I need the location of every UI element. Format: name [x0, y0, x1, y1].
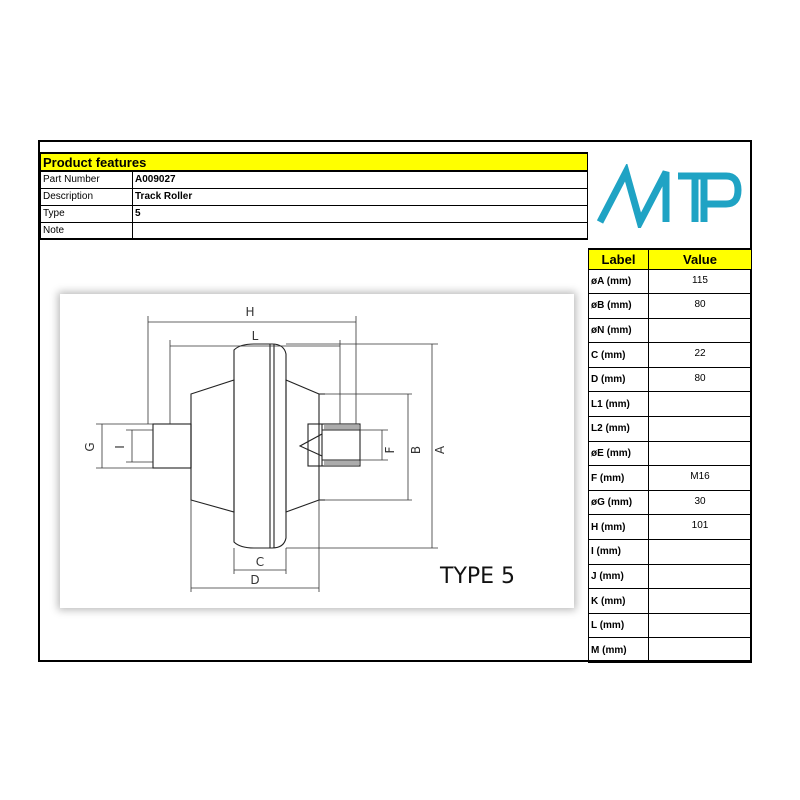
spec-value: 115	[649, 269, 752, 294]
flange-outline	[234, 344, 286, 548]
spec-value	[649, 613, 752, 638]
spec-value: 80	[649, 294, 752, 319]
spec-label: øN (mm)	[589, 318, 649, 343]
spec-table	[588, 248, 752, 663]
roller-drawing	[60, 294, 574, 608]
spec-label: øE (mm)	[589, 441, 649, 466]
spec-value: 30	[649, 490, 752, 515]
table-row	[589, 441, 752, 466]
spec-value	[649, 540, 752, 565]
table-row	[41, 171, 588, 188]
dim-label-h: H	[245, 305, 255, 319]
spec-label: M (mm)	[589, 638, 649, 663]
features-title: Product features	[41, 153, 588, 171]
spec-value: 22	[649, 343, 752, 368]
table-row	[41, 222, 588, 239]
dim-label-b: B	[409, 445, 423, 455]
table-row	[589, 318, 752, 343]
spec-label: K (mm)	[589, 589, 649, 614]
table-row	[589, 564, 752, 589]
table-row	[589, 589, 752, 614]
spec-label: øA (mm)	[589, 269, 649, 294]
left-hub-outline	[191, 380, 234, 512]
table-row	[589, 638, 752, 663]
right-hub-outline	[286, 380, 319, 512]
dim-label-g: G	[83, 442, 97, 452]
spec-header-value: Value	[649, 249, 752, 269]
table-row	[589, 490, 752, 515]
table-row	[589, 392, 752, 417]
dim-label-f: F	[383, 446, 397, 454]
table-row	[41, 188, 588, 205]
table-row	[589, 269, 752, 294]
spec-label: F (mm)	[589, 466, 649, 491]
spec-label: L (mm)	[589, 613, 649, 638]
dim-label-l: L	[251, 329, 259, 343]
table-row	[589, 367, 752, 392]
spec-value: 80	[649, 367, 752, 392]
spec-value: 101	[649, 515, 752, 540]
spec-label: I (mm)	[589, 540, 649, 565]
spec-label: L2 (mm)	[589, 417, 649, 442]
spec-table-body	[589, 269, 752, 663]
spec-value	[649, 638, 752, 663]
datasheet	[38, 140, 752, 662]
technical-drawing	[60, 294, 574, 608]
table-row	[589, 515, 752, 540]
table-row	[589, 613, 752, 638]
spec-label: C (mm)	[589, 343, 649, 368]
dim-label-d: D	[250, 573, 260, 587]
dim-label-c: C	[255, 555, 265, 569]
table-row	[589, 466, 752, 491]
note-value	[133, 222, 588, 239]
spec-value	[649, 564, 752, 589]
table-row	[589, 540, 752, 565]
spec-value	[649, 318, 752, 343]
part-number-value: A009027	[133, 171, 588, 188]
description-label: Description	[41, 188, 133, 205]
type-caption: TYPE 5	[440, 564, 516, 589]
type-label: Type	[41, 205, 133, 222]
description-value: Track Roller	[133, 188, 588, 205]
table-row	[589, 294, 752, 319]
spec-label: øG (mm)	[589, 490, 649, 515]
part-number-label: Part Number	[41, 171, 133, 188]
spec-value	[649, 441, 752, 466]
type-value: 5	[133, 205, 588, 222]
spec-header-label: Label	[589, 249, 649, 269]
dim-label-i: I	[113, 445, 127, 449]
dim-label-a: A	[433, 445, 447, 455]
table-row	[41, 205, 588, 222]
spec-value	[649, 589, 752, 614]
table-row	[589, 417, 752, 442]
table-row	[589, 343, 752, 368]
spec-label: D (mm)	[589, 367, 649, 392]
spec-value	[649, 417, 752, 442]
shaft-outline	[153, 424, 191, 468]
spec-label: øB (mm)	[589, 294, 649, 319]
spec-value: M16	[649, 466, 752, 491]
note-label: Note	[41, 222, 133, 239]
spec-label: L1 (mm)	[589, 392, 649, 417]
spec-value	[649, 392, 752, 417]
mtp-logo	[596, 164, 742, 228]
spec-label: H (mm)	[589, 515, 649, 540]
spec-label: J (mm)	[589, 564, 649, 589]
product-features-table	[40, 152, 588, 240]
